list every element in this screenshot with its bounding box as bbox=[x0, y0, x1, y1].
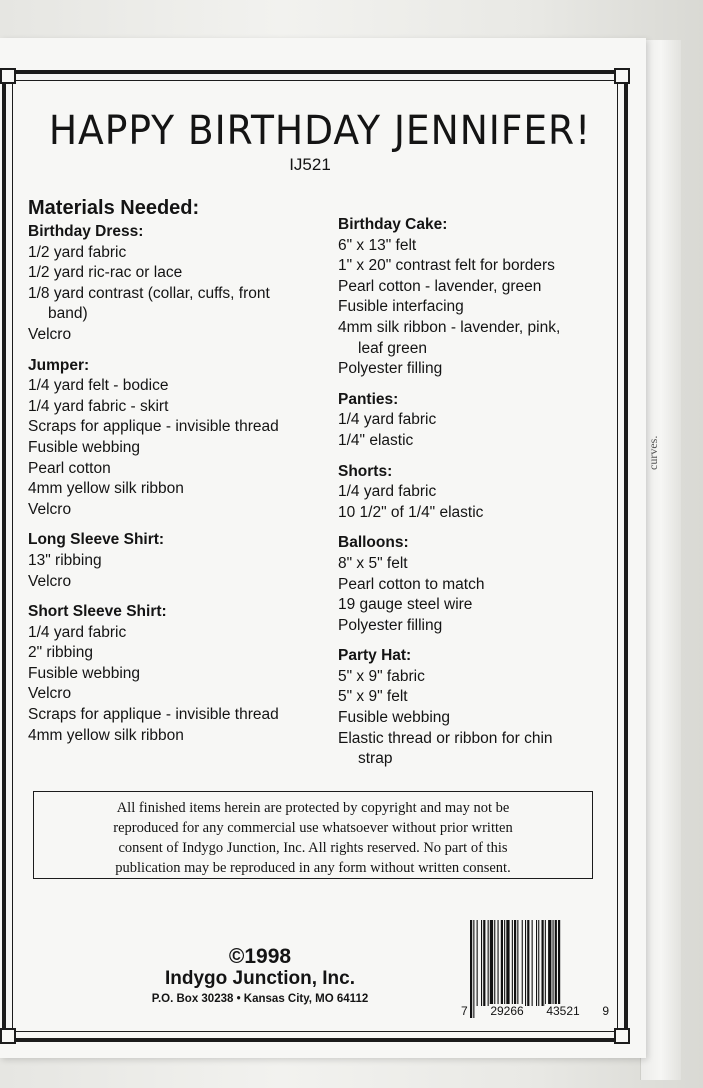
sleeve-text: curves. bbox=[646, 435, 660, 470]
frame-corner bbox=[0, 68, 16, 84]
copyright-year: ©1998 bbox=[228, 945, 292, 968]
materials-heading: Materials Needed: bbox=[28, 197, 200, 219]
material-item: Velcro bbox=[28, 685, 72, 703]
pattern-title: HAPPY BIRTHDAY JENNIFER! bbox=[48, 108, 592, 154]
barcode-bar bbox=[525, 920, 526, 1006]
section-title: Long Sleeve Shirt: bbox=[28, 531, 165, 549]
materials-right-column bbox=[338, 215, 638, 780]
barcode-bar bbox=[548, 920, 551, 1006]
company-address: P.O. Box 30238 • Kansas City, MO 64112 bbox=[151, 993, 369, 1005]
material-item: 4mm yellow silk ribbon bbox=[28, 726, 184, 744]
material-item: Velcro bbox=[28, 325, 72, 343]
barcode-bar bbox=[545, 920, 546, 1006]
material-item: 8" x 5" felt bbox=[338, 554, 408, 572]
material-item: 5" x 9" fabric bbox=[338, 667, 425, 685]
material-item: 19 gauge steel wire bbox=[338, 596, 473, 614]
material-item: 1/2 yard fabric bbox=[28, 243, 127, 261]
materials-section bbox=[338, 533, 638, 636]
materials-section bbox=[28, 222, 328, 346]
sleeve-edge bbox=[640, 40, 681, 1080]
barcode-bar bbox=[553, 920, 554, 1006]
barcode-bar bbox=[538, 920, 539, 1006]
barcode-number bbox=[460, 1004, 610, 1018]
frame-corner bbox=[614, 1028, 630, 1044]
material-item: Elastic thread or ribbon for chin strap bbox=[338, 729, 553, 768]
copyright-notice bbox=[33, 791, 593, 879]
frame-corner bbox=[0, 1028, 16, 1044]
barcode-digits: 7 bbox=[461, 1004, 468, 1018]
material-item: 1/4 yard fabric bbox=[338, 411, 437, 429]
materials-section bbox=[338, 390, 638, 452]
section-title: Panties: bbox=[338, 390, 399, 408]
material-item: 13" ribbing bbox=[28, 551, 102, 569]
barcode-bar bbox=[527, 920, 529, 1006]
material-item: Velcro bbox=[28, 572, 72, 590]
material-item: Polyester filling bbox=[338, 616, 443, 634]
material-item: Fusible webbing bbox=[28, 664, 141, 682]
section-title: Jumper: bbox=[28, 356, 90, 374]
notice-line: publication may be reproduced in any form without written consent. bbox=[115, 860, 511, 876]
barcode-bar bbox=[477, 920, 478, 1006]
notice-line: reproduced for any commercial use whatsoever without prior written bbox=[113, 820, 513, 836]
material-item: Fusible webbing bbox=[338, 709, 451, 727]
material-item: Fusible interfacing bbox=[338, 298, 464, 316]
material-item: 1/4 yard fabric bbox=[338, 483, 437, 501]
material-item: 1/4" elastic bbox=[338, 431, 414, 449]
barcode-bar bbox=[555, 920, 557, 1006]
section-title: Short Sleeve Shirt: bbox=[28, 603, 167, 621]
barcode-bar bbox=[483, 920, 485, 1006]
barcode-digits: 43521 bbox=[546, 1004, 580, 1018]
material-item: Scraps for applique - invisible thread bbox=[28, 418, 279, 436]
pattern-code: IJ521 bbox=[289, 155, 331, 174]
material-item: 1/2 yard ric-rac or lace bbox=[28, 264, 183, 282]
notice-line: consent of Indygo Junction, Inc. All rights reserved. No part of this bbox=[118, 840, 508, 856]
materials-section bbox=[28, 602, 328, 746]
barcode-bar bbox=[504, 920, 505, 1006]
material-item: 6" x 13" felt bbox=[338, 236, 417, 254]
material-item: 4mm yellow silk ribbon bbox=[28, 480, 184, 498]
material-item: 1/4 yard fabric - skirt bbox=[28, 397, 169, 415]
material-item: 5" x 9" felt bbox=[338, 688, 408, 706]
frame-corner bbox=[614, 68, 630, 84]
barcode-digits: 29266 bbox=[490, 1004, 524, 1018]
barcode-bar bbox=[506, 920, 509, 1006]
barcode-bar bbox=[481, 920, 482, 1006]
section-title: Shorts: bbox=[338, 462, 393, 480]
barcode-bar bbox=[512, 920, 513, 1006]
barcode-bar bbox=[542, 920, 544, 1006]
material-item: 4mm silk ribbon - lavender, pink, leaf green bbox=[338, 318, 561, 357]
material-item: 1" x 20" contrast felt for borders bbox=[338, 257, 555, 275]
section-title: Party Hat: bbox=[338, 647, 412, 665]
section-title: Balloons: bbox=[338, 534, 409, 552]
material-item: 1/4 yard felt - bodice bbox=[28, 377, 169, 395]
materials-section bbox=[338, 215, 638, 380]
materials-left-column bbox=[28, 222, 328, 756]
material-item: Velcro bbox=[28, 500, 72, 518]
materials-section bbox=[28, 356, 328, 521]
material-item: 1/4 yard fabric bbox=[28, 623, 127, 641]
material-item: Fusible webbing bbox=[28, 438, 141, 456]
material-item: Polyester filling bbox=[338, 360, 443, 378]
barcode-bar bbox=[494, 920, 495, 1006]
material-item: Pearl cotton - lavender, green bbox=[338, 277, 542, 295]
material-item: 1/8 yard contrast (collar, cuffs, front band) bbox=[28, 284, 270, 323]
material-item: 10 1/2" of 1/4" elastic bbox=[338, 503, 484, 521]
section-title: Birthday Cake: bbox=[338, 216, 448, 233]
material-item: Pearl cotton bbox=[28, 459, 111, 477]
material-item: 2" ribbing bbox=[28, 644, 93, 662]
materials-section bbox=[28, 530, 328, 592]
barcode-bar bbox=[536, 920, 537, 1006]
section-title: Birthday Dress: bbox=[28, 223, 144, 240]
material-item: Pearl cotton to match bbox=[338, 575, 485, 593]
materials-section bbox=[338, 646, 638, 770]
barcode-bar bbox=[522, 920, 523, 1006]
barcode-bar bbox=[490, 920, 493, 1006]
materials-section bbox=[338, 462, 638, 524]
barcode-bar bbox=[498, 920, 499, 1006]
barcode-bar bbox=[514, 920, 516, 1006]
barcode-bar bbox=[501, 920, 503, 1006]
barcode-digits: 9 bbox=[602, 1004, 609, 1018]
barcode-bar bbox=[532, 920, 533, 1006]
barcode-bar bbox=[488, 920, 489, 1006]
company-name: Indygo Junction, Inc. bbox=[165, 968, 355, 989]
material-item: Scraps for applique - invisible thread bbox=[28, 706, 279, 724]
notice-line: All finished items herein are protected by copyright and may not be bbox=[116, 800, 510, 816]
